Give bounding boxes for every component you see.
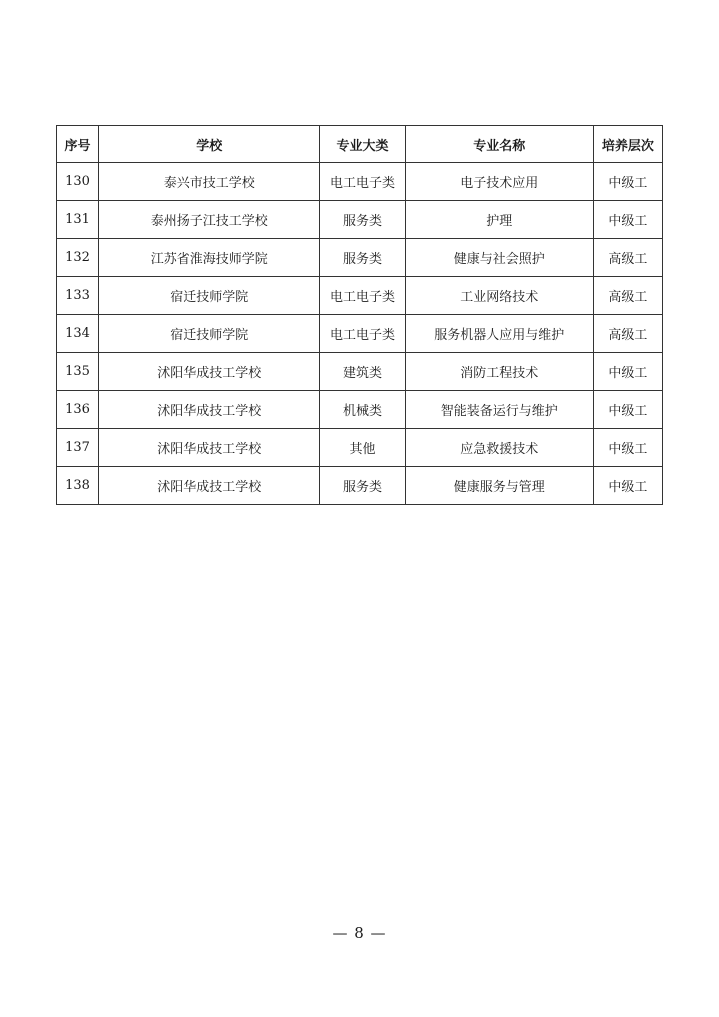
page-number: — 8 — bbox=[332, 924, 387, 942]
cell-school: 沭阳华成技工学校 bbox=[99, 353, 320, 391]
cell-school: 泰州扬子江技工学校 bbox=[99, 201, 320, 239]
cell-training-level: 中级工 bbox=[593, 201, 662, 239]
cell-major-name: 电子技术应用 bbox=[405, 163, 593, 201]
cell-serial-number: 133 bbox=[57, 277, 99, 315]
cell-school: 沭阳华成技工学校 bbox=[99, 391, 320, 429]
cell-serial-number: 132 bbox=[57, 239, 99, 277]
cell-major-name: 工业网络技术 bbox=[405, 277, 593, 315]
cell-major-category: 电工电子类 bbox=[320, 315, 405, 353]
table-row bbox=[57, 277, 663, 315]
cell-training-level: 高级工 bbox=[593, 239, 662, 277]
cell-major-category: 机械类 bbox=[320, 391, 405, 429]
cell-serial-number: 131 bbox=[57, 201, 99, 239]
table-row bbox=[57, 163, 663, 201]
cell-training-level: 中级工 bbox=[593, 391, 662, 429]
table-row bbox=[57, 391, 663, 429]
cell-training-level: 中级工 bbox=[593, 163, 662, 201]
header-major-name: 专业名称 bbox=[405, 126, 593, 163]
cell-major-name: 健康服务与管理 bbox=[405, 467, 593, 505]
header-major-category: 专业大类 bbox=[320, 126, 405, 163]
cell-serial-number: 136 bbox=[57, 391, 99, 429]
table-row bbox=[57, 467, 663, 505]
cell-major-category: 服务类 bbox=[320, 239, 405, 277]
table-header-row bbox=[57, 126, 663, 163]
cell-major-category: 电工电子类 bbox=[320, 163, 405, 201]
table-row bbox=[57, 315, 663, 353]
cell-major-name: 服务机器人应用与维护 bbox=[405, 315, 593, 353]
cell-major-name: 健康与社会照护 bbox=[405, 239, 593, 277]
cell-major-name: 应急救援技术 bbox=[405, 429, 593, 467]
cell-major-name: 消防工程技术 bbox=[405, 353, 593, 391]
table-row bbox=[57, 201, 663, 239]
cell-school: 江苏省淮海技师学院 bbox=[99, 239, 320, 277]
table-body bbox=[57, 163, 663, 505]
table-row bbox=[57, 353, 663, 391]
header-school: 学校 bbox=[99, 126, 320, 163]
cell-serial-number: 138 bbox=[57, 467, 99, 505]
cell-school: 沭阳华成技工学校 bbox=[99, 467, 320, 505]
cell-school: 宿迁技师学院 bbox=[99, 315, 320, 353]
cell-major-name: 护理 bbox=[405, 201, 593, 239]
cell-training-level: 高级工 bbox=[593, 277, 662, 315]
cell-major-category: 电工电子类 bbox=[320, 277, 405, 315]
cell-training-level: 中级工 bbox=[593, 429, 662, 467]
cell-school: 沭阳华成技工学校 bbox=[99, 429, 320, 467]
header-serial-number: 序号 bbox=[57, 126, 99, 163]
table-row bbox=[57, 429, 663, 467]
cell-school: 泰兴市技工学校 bbox=[99, 163, 320, 201]
cell-school: 宿迁技师学院 bbox=[99, 277, 320, 315]
cell-major-category: 其他 bbox=[320, 429, 405, 467]
cell-training-level: 中级工 bbox=[593, 467, 662, 505]
cell-major-category: 服务类 bbox=[320, 201, 405, 239]
cell-major-name: 智能装备运行与维护 bbox=[405, 391, 593, 429]
cell-major-category: 服务类 bbox=[320, 467, 405, 505]
cell-serial-number: 137 bbox=[57, 429, 99, 467]
cell-training-level: 中级工 bbox=[593, 353, 662, 391]
cell-serial-number: 134 bbox=[57, 315, 99, 353]
header-training-level: 培养层次 bbox=[593, 126, 662, 163]
cell-serial-number: 135 bbox=[57, 353, 99, 391]
cell-major-category: 建筑类 bbox=[320, 353, 405, 391]
school-major-table bbox=[56, 125, 663, 505]
table-row bbox=[57, 239, 663, 277]
cell-serial-number: 130 bbox=[57, 163, 99, 201]
cell-training-level: 高级工 bbox=[593, 315, 662, 353]
